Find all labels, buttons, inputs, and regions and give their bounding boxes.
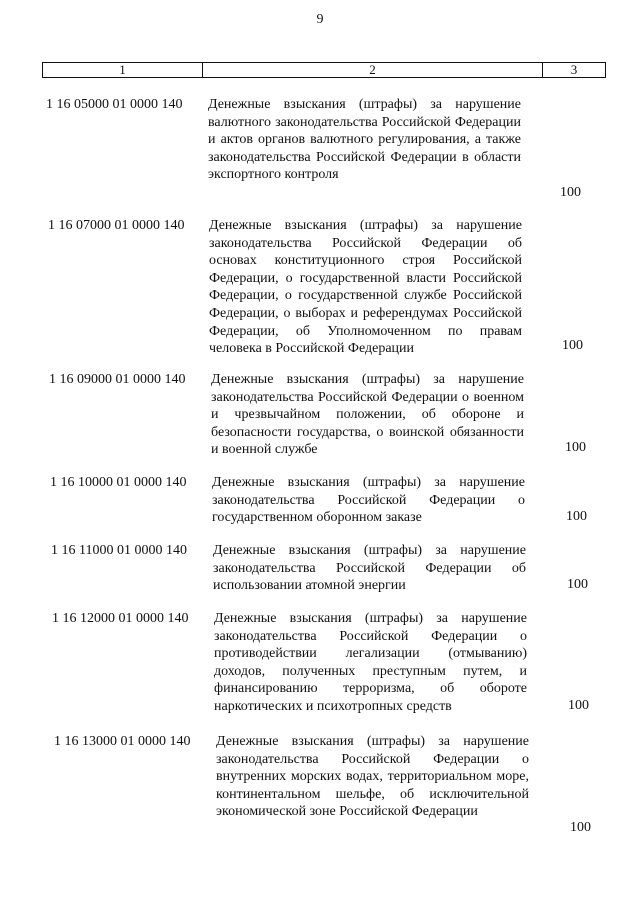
- row-description: Денежные взыскания (штрафы) за нарушение законодательства Российской Федерации об основах конституционного строя Российской Федерации, о государственной власти Российской Федерации, о государственной службе Российской Федерации, о выборах и референдумах Российской Федерации, об Уполномоченном по правам человека в Российской Федерации: [209, 218, 522, 357]
- row-description: Денежные взыскания (штрафы) за нарушение законодательства Российской Федерации о государственном оборонном заказе: [212, 475, 525, 526]
- row-description: Денежные взыскания (штрафы) за нарушение законодательства Российской Федерации о противодействии легализации (отмыванию) доходов, полученных преступным путем, и финансированию терроризма, об обороте наркотических и психотропных средств: [214, 611, 527, 714]
- header-col-2: 2: [203, 63, 543, 77]
- row-description: Денежные взыскания (штрафы) за нарушение законодательства Российской Федерации о военном и чрезвычайном положении, об обороне и безопасности государства, о воинской обязанности и военной службе: [211, 372, 524, 458]
- row-amount: 100: [560, 185, 581, 200]
- header-col-1: 1: [43, 63, 203, 77]
- row-amount: 100: [566, 509, 587, 524]
- header-col-3: 3: [570, 62, 578, 77]
- table-header: [42, 62, 606, 78]
- row-description: Денежные взыскания (штрафы) за нарушение законодательства Российской Федерации о внутренних морских водах, территориальном море, континентальном шельфе, об исключительной экономической зоне Российской Федерации: [216, 734, 529, 820]
- row-amount: 100: [565, 440, 586, 455]
- budget-code: 1 16 12000 01 0000 140: [52, 611, 189, 626]
- budget-code: 1 16 13000 01 0000 140: [54, 734, 191, 749]
- row-description: Денежные взыскания (штрафы) за нарушение законодательства Российской Федерации об использовании атомной энергии: [213, 543, 526, 594]
- row-description: Денежные взыскания (штрафы) за нарушение валютного законодательства Российской Федерации и актов органов валютного регулирования, а также законодательства Российской Федерации в области экспортного контроля: [208, 97, 521, 183]
- budget-code: 1 16 07000 01 0000 140: [48, 218, 185, 233]
- budget-code: 1 16 11000 01 0000 140: [51, 543, 187, 558]
- row-amount: 100: [570, 820, 591, 835]
- row-amount: 100: [567, 577, 588, 592]
- budget-code: 1 16 10000 01 0000 140: [50, 475, 187, 490]
- row-amount: 100: [568, 698, 589, 713]
- budget-code: 1 16 09000 01 0000 140: [49, 372, 186, 387]
- page-number: 9: [316, 12, 324, 27]
- budget-code: 1 16 05000 01 0000 140: [46, 97, 183, 112]
- row-amount: 100: [562, 338, 583, 353]
